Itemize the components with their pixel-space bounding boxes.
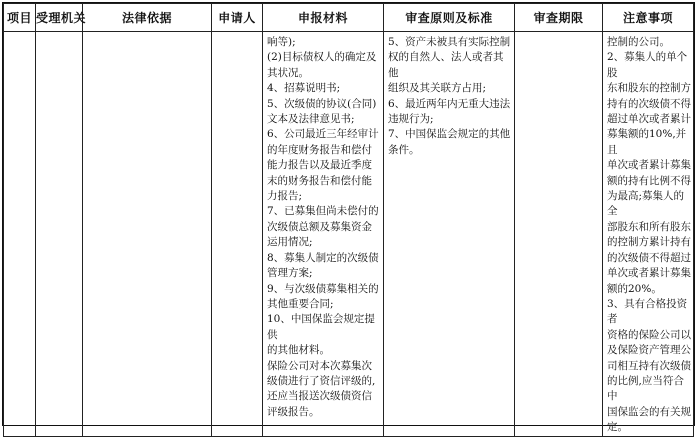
header-review-period: 审查期限 xyxy=(515,4,603,32)
notes-line: 及保险资产管理公 xyxy=(607,344,691,357)
cell-legal-basis xyxy=(83,32,212,437)
materials-line: 末的财务报告和偿付能 xyxy=(267,174,372,187)
materials-line: 其状况。 xyxy=(267,66,309,79)
notes-text xyxy=(603,32,693,436)
notes-line: 定。 xyxy=(607,421,628,434)
cell-review-standards xyxy=(384,32,515,437)
header-legal-basis: 法律依据 xyxy=(83,4,212,32)
standards-line: 权的自然人、法人或者其他 xyxy=(388,51,504,79)
notes-line: 超过单次或者累计 xyxy=(607,113,691,126)
materials-line: 还应当报送次级债资信 xyxy=(267,390,372,403)
cell-review-period xyxy=(515,32,603,437)
cell-application-materials xyxy=(263,32,384,437)
header-accepting-authority: 受理机关 xyxy=(36,4,83,32)
notes-line: 部股东和所有股东 xyxy=(607,220,691,233)
header-notes: 注意事项 xyxy=(603,4,694,32)
notes-line: 司相互持有次级债 xyxy=(607,359,691,372)
materials-line: 的其他材料。 xyxy=(267,344,330,357)
materials-line: 8、募集人制定的次级债 xyxy=(267,251,379,264)
materials-line: 响等); xyxy=(267,36,296,48)
notes-line: 募集额的10%,并且 xyxy=(607,128,687,156)
header-review-standards: 审查原则及标准 xyxy=(384,4,515,32)
header-project: 项目 xyxy=(4,4,36,32)
notes-line: 单次或者累计募集 xyxy=(607,267,691,280)
notes-line: 国保监会的有关规 xyxy=(607,405,691,418)
materials-line: 运用情况; xyxy=(267,236,313,249)
regulation-table xyxy=(3,3,694,437)
table-row xyxy=(4,32,694,437)
cell-applicant xyxy=(212,32,263,437)
materials-line: 6、公司最近三年经审计 xyxy=(267,128,379,141)
standards-line: 组织及其关联方占用; xyxy=(388,82,487,95)
materials-line: 级债进行了资信评级的, xyxy=(267,374,376,387)
notes-line: 资格的保险公司以 xyxy=(607,328,691,341)
notes-line: 的比例,应当符合中 xyxy=(607,374,684,403)
materials-line: 力报告; xyxy=(267,190,303,203)
header-application-materials: 申报材料 xyxy=(263,4,384,32)
notes-line: 3、具有合格投资者 xyxy=(607,297,688,326)
notes-line: 单次或者累计募集 xyxy=(607,159,691,172)
notes-line: 持有的次级债不得 xyxy=(607,97,691,110)
materials-line: 文本及法律意见书; xyxy=(267,113,355,126)
materials-line: 7、已募集但尚未偿付的 xyxy=(267,205,379,218)
materials-line: 4、招募说明书; xyxy=(267,82,341,95)
notes-line: 东和股东的控制方 xyxy=(607,82,691,95)
notes-line: 额的20%。 xyxy=(607,282,662,295)
materials-line: 管理方案; xyxy=(267,267,313,280)
materials-line: 其他重要合同; xyxy=(267,297,334,310)
notes-line: 额的持有比例不得 xyxy=(607,174,691,187)
standards-line: 6、最近两年内无重大违法 xyxy=(388,97,511,110)
materials-line: 次级债总额及募集资金 xyxy=(267,220,372,233)
notes-line: 为最高;募集人的全 xyxy=(607,190,685,218)
standards-line: 违规行为; xyxy=(388,113,434,126)
cell-project xyxy=(4,32,36,437)
materials-line: 的年度财务报告和偿付 xyxy=(267,143,372,156)
materials-line: 10、中国保监会规定提供 xyxy=(267,313,375,341)
materials-text xyxy=(263,32,383,420)
document-table-frame xyxy=(2,2,695,434)
notes-line: 的次级债不得超过 xyxy=(607,251,691,264)
standards-text xyxy=(384,32,514,158)
materials-line: 5、次级债的协议(合同) xyxy=(267,97,377,110)
cell-notes xyxy=(603,32,694,437)
materials-line: (2)目标债权人的确定及 xyxy=(267,51,377,64)
standards-line: 条件。 xyxy=(388,143,420,156)
standards-line: 5、资产未被具有实际控制 xyxy=(388,36,511,48)
notes-line: 的控制方累计持有 xyxy=(607,236,691,249)
materials-line: 能力报告以及最近季度 xyxy=(267,159,372,172)
materials-line: 保险公司对本次募集次 xyxy=(267,359,372,372)
notes-line: 控制的公司。 xyxy=(607,36,670,48)
standards-line: 7、中国保监会规定的其他 xyxy=(388,128,511,141)
header-row xyxy=(4,4,694,32)
materials-line: 评级报告。 xyxy=(267,405,320,418)
materials-line: 9、与次级债募集相关的 xyxy=(267,282,379,295)
notes-line: 2、募集人的单个股 xyxy=(607,51,688,79)
cell-accepting-authority xyxy=(36,32,83,437)
header-applicant: 申请人 xyxy=(212,4,263,32)
